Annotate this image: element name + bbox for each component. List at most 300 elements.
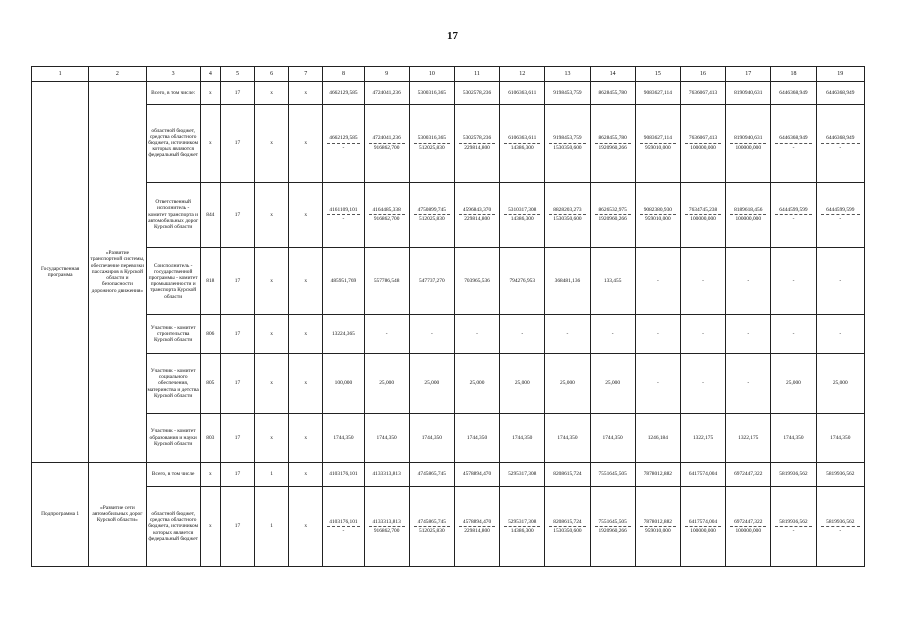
value-cell [590,182,635,247]
divider [504,526,540,527]
federal-value: 100000,000 [690,216,716,223]
column-header: 3 [146,67,200,82]
value-cell [816,462,864,487]
value: - [839,331,842,338]
value: 4103176,101 [329,518,358,525]
value: 9082380,930 [643,207,672,214]
value-cell [323,413,364,462]
value-cell [409,104,454,182]
federal-value: - [792,144,795,151]
table-row [32,247,865,314]
federal-value: 14386,300 [510,528,534,535]
value-cell [590,462,635,487]
value: 5295317,308 [508,471,537,478]
value: - [747,380,750,387]
value: 485951,769 [330,278,357,285]
value-cell [726,315,771,354]
row-label: областной бюджет, средства областного бюджета, источником которых является федеральный бюджет [146,487,200,567]
federal-value: 100000,000 [735,216,762,223]
divider [459,143,495,144]
federal-value: 959010,000 [645,216,671,223]
divider [685,214,721,215]
value: 7634745,238 [688,207,718,214]
value-cell [364,315,409,354]
program-name: «Развитие сети автомобильных дорог Курской области» [89,462,146,566]
value: 4745865,745 [417,518,446,525]
value: - [839,278,842,285]
divider [685,143,721,144]
value-cell [323,354,364,413]
federal-value: 512025,830 [419,528,445,535]
value-cell [680,104,725,182]
header-row [32,67,865,82]
value-cell [726,354,771,413]
subprogram-code: 1 [255,462,289,487]
value-cell [590,104,635,182]
value: 25,000 [605,380,621,387]
divider [821,526,860,527]
value-cell [545,182,590,247]
divider [730,214,766,215]
federal-value: - [839,528,842,535]
value-cell [364,182,409,247]
value-cell [323,247,364,314]
value: 25,000 [786,380,801,387]
value: 13224,365 [331,331,355,338]
value: - [521,331,524,338]
federal-value: - [792,528,795,535]
value-cell [500,354,545,413]
value-cell [726,182,771,247]
federal-value: 1920960,266 [598,216,627,223]
value: 1744,350 [602,434,623,441]
column-header: 8 [323,67,364,82]
program-code: 17 [220,315,254,354]
row-label: Всего, в том числе: [146,82,200,104]
value-cell [726,82,771,104]
value-cell [590,82,635,104]
divider [730,526,766,527]
divider [595,214,631,215]
value-cell [323,462,364,487]
value: 1744,350 [557,434,578,441]
event-code: х [289,354,323,413]
divider [414,526,450,527]
program-code: 17 [220,413,254,462]
value-cell [409,462,454,487]
value-cell [816,315,864,354]
table-row [32,82,865,104]
divider [414,214,450,215]
event-code: х [289,315,323,354]
divider [640,526,676,527]
value-cell [726,487,771,567]
value: - [656,278,659,285]
value-cell [771,82,816,104]
value: 9198453,759 [553,89,582,96]
event-code: х [289,82,323,104]
value: 4750899,745 [417,207,446,214]
row-label: Участник - комитет социального обеспечения, материнства и детства Курской области [146,354,200,413]
event-code: х [289,487,323,567]
value: - [611,331,614,338]
value: 703965,536 [464,278,490,285]
value-cell [590,413,635,462]
divider [369,143,405,144]
value: - [792,278,795,285]
column-header: 14 [590,67,635,82]
value-cell [500,104,545,182]
event-code: х [289,247,323,314]
column-header: 1 [32,67,89,82]
value: 4133313,813 [372,471,401,478]
value-cell [545,315,590,354]
subprogram-code: х [255,182,289,247]
column-header: 19 [816,67,864,82]
value: 5302578,236 [462,89,492,96]
value-cell [680,413,725,462]
value-cell [454,487,499,567]
value-cell [500,462,545,487]
value: 6444599,599 [826,207,855,214]
column-header: 7 [289,67,323,82]
value-cell [726,413,771,462]
program-code: 17 [220,462,254,487]
federal-value: 229814,800 [464,216,490,223]
subprogram-code: х [255,315,289,354]
value: 9083627,114 [643,89,672,96]
value-cell [545,247,590,314]
divider [640,143,676,144]
value: 5295317,308 [508,518,537,525]
column-header: 13 [545,67,590,82]
value-cell [323,487,364,567]
value-cell [545,487,590,567]
table-row [32,315,865,354]
value: 4724041,236 [372,89,401,96]
value-cell [409,82,454,104]
value-cell [545,104,590,182]
grbs-code: 844 [200,182,220,247]
value: 6972447,322 [734,518,763,525]
value-cell [771,413,816,462]
value: - [702,278,704,285]
value: 4164485,338 [372,207,401,214]
value: 8628455,780 [598,135,627,142]
value: 5300316,365 [417,89,446,96]
value: 6972447,322 [734,471,763,478]
value-cell [545,354,590,413]
federal-value: 229814,800 [464,528,490,535]
grbs-code: 805 [200,354,220,413]
value-cell [816,354,864,413]
value: 1744,350 [376,434,397,441]
divider [821,214,860,215]
event-code: х [289,462,323,487]
value: 557786,548 [373,278,400,285]
value-cell [590,354,635,413]
value-cell [635,487,680,567]
subprogram-code: х [255,413,289,462]
federal-value: 916862,700 [373,528,400,535]
value: 8208615,724 [553,471,582,478]
value-cell [635,315,680,354]
value: 8828203,273 [553,207,582,214]
value: - [792,331,795,338]
value: 794276,953 [509,278,536,285]
value-cell [816,82,864,104]
value-cell [680,487,725,567]
federal-value: - [342,216,345,223]
subprogram-code: х [255,82,289,104]
value-cell [726,462,771,487]
value: 4133313,813 [372,518,401,525]
value: 6444599,599 [779,207,808,214]
value: - [566,331,569,338]
value-cell [590,315,635,354]
value-cell [364,82,409,104]
value: 1322,175 [692,434,714,441]
value-cell [409,413,454,462]
table-row [32,354,865,413]
divider [327,214,359,215]
value-cell [409,487,454,567]
federal-value: 916862,700 [373,216,400,223]
grbs-code: 818 [200,247,220,314]
column-header: 18 [771,67,816,82]
federal-value: - [839,144,842,151]
value: 8189618,456 [734,207,763,214]
divider [775,526,811,527]
divider [459,526,495,527]
value: 100,000 [334,380,353,387]
page-number: 17 [447,30,458,42]
divider [549,214,585,215]
value: 25,000 [514,380,530,387]
value-cell [454,354,499,413]
value-cell [323,82,364,104]
value: - [747,278,750,285]
value-cell [680,462,725,487]
table-row [32,487,865,567]
value-cell [771,315,816,354]
value: 6446368,949 [826,89,855,96]
value: 8208615,724 [553,518,582,525]
grbs-code: х [200,82,220,104]
event-code: х [289,104,323,182]
divider [685,526,721,527]
table-row [32,413,865,462]
federal-value: 14386,300 [510,216,534,223]
value: 133,455 [603,278,622,285]
value-cell [323,315,364,354]
federal-value: 1920960,266 [598,528,627,535]
value: - [656,380,659,387]
value-cell [545,462,590,487]
value: 4161109,101 [329,207,358,214]
value: - [656,331,659,338]
federal-value: 959010,000 [645,144,671,151]
column-header: 11 [454,67,499,82]
value: 1322,175 [738,434,759,441]
value: 4662129,585 [329,89,358,96]
divider [549,526,585,527]
value: 7636067,413 [688,135,718,142]
value-cell [454,315,499,354]
value: - [385,331,388,338]
value-cell [500,182,545,247]
value: 5310317,308 [508,207,537,214]
value: 6417574,004 [688,471,718,478]
column-header: 17 [726,67,771,82]
federal-value: 100000,000 [690,528,716,535]
value: 4103176,101 [329,471,358,478]
value-cell [771,182,816,247]
federal-value: 14386,300 [510,144,534,151]
value: 4745865,745 [417,471,446,478]
value: 7878012,882 [643,518,672,525]
table-row [32,462,865,487]
value: 25,000 [469,380,485,387]
subprogram-code: х [255,247,289,314]
divider [730,143,766,144]
budget-table [31,66,865,567]
value: 25,000 [560,380,575,387]
program-code: 17 [220,82,254,104]
value-cell [454,82,499,104]
value-cell [590,487,635,567]
value: - [702,331,704,338]
program-name: «Развитие транспортной системы, обеспечение перевозки пассажиров в Курской области и безопасности дорожного движения» [89,82,146,462]
value-cell [364,462,409,487]
program-code: 17 [220,182,254,247]
divider [821,143,860,144]
value: 7551645,505 [598,518,627,525]
grbs-code: 806 [200,315,220,354]
column-header: 6 [255,67,289,82]
value-cell [635,104,680,182]
value-cell [454,462,499,487]
value: 7636067,413 [688,89,718,96]
federal-value: - [342,528,345,535]
value: 25,000 [424,380,440,387]
value-cell [635,247,680,314]
divider [549,143,585,144]
federal-value: 959010,000 [645,528,671,535]
value: 6417574,004 [688,518,718,525]
value-cell [816,487,864,567]
divider [595,526,631,527]
divider [775,143,811,144]
value: 1744,350 [783,434,804,441]
value-cell [409,354,454,413]
divider [504,214,540,215]
column-header: 2 [89,67,146,82]
value: 5300316,365 [417,135,446,142]
value: 5819936,562 [826,471,855,478]
program-code: 17 [220,354,254,413]
value-cell [680,354,725,413]
value-cell [500,247,545,314]
value: 7878012,882 [643,471,672,478]
grbs-code: 803 [200,413,220,462]
federal-value: 229814,800 [464,144,490,151]
value: 8190940,631 [734,135,763,142]
federal-value: - [792,216,795,223]
value: - [702,380,704,387]
table-row [32,182,865,247]
federal-value: 916862,700 [373,144,400,151]
column-header: 5 [220,67,254,82]
row-label: областной бюджет, средства областного бюджета, источником которых являются федеральный бюджет [146,104,200,182]
divider [640,214,676,215]
row-label: Всего, в том числе [146,462,200,487]
federal-value: 1920960,266 [598,144,627,151]
value: 7551645,505 [598,471,627,478]
value: 4578894,470 [462,471,492,478]
value: 6106363,611 [508,89,537,96]
grbs-code: х [200,487,220,567]
value: 4596843,370 [462,207,492,214]
value-cell [454,247,499,314]
federal-value: 1530350,600 [553,216,582,223]
value-cell [364,247,409,314]
value: 6446368,949 [826,135,855,142]
column-header: 15 [635,67,680,82]
divider [414,143,450,144]
value-cell [816,182,864,247]
value-cell [500,82,545,104]
value: 4724041,236 [372,135,401,142]
value-cell [726,104,771,182]
value: 1246,184 [647,434,668,441]
value: 6446368,949 [779,89,808,96]
value-cell [726,247,771,314]
federal-value: 100000,000 [735,144,762,151]
value: 6106363,611 [508,135,537,142]
value: 4578894,470 [462,518,492,525]
value: 8626532,975 [598,207,627,214]
column-header: 12 [500,67,545,82]
value: 1744,350 [512,434,533,441]
value-cell [816,104,864,182]
value-cell [454,182,499,247]
value: 6446368,949 [779,135,808,142]
column-header: 16 [680,67,725,82]
value: 4662129,585 [329,135,358,142]
divider [369,526,405,527]
divider [775,214,811,215]
value-cell [635,82,680,104]
value-cell [771,487,816,567]
value: 1744,350 [466,434,488,441]
table-row [32,104,865,182]
value: 5819936,562 [779,471,808,478]
program-status: Подпрограмма 1 [32,462,89,566]
program-status: Государственная программа [32,82,89,462]
divider [327,526,359,527]
subprogram-code: х [255,354,289,413]
event-code: х [289,413,323,462]
value: 1744,350 [333,434,354,441]
federal-value: 1530350,600 [553,144,582,151]
value-cell [409,182,454,247]
value: 1744,350 [830,434,851,441]
divider [504,143,540,144]
value-cell [545,82,590,104]
value-cell [500,487,545,567]
divider [369,214,405,215]
